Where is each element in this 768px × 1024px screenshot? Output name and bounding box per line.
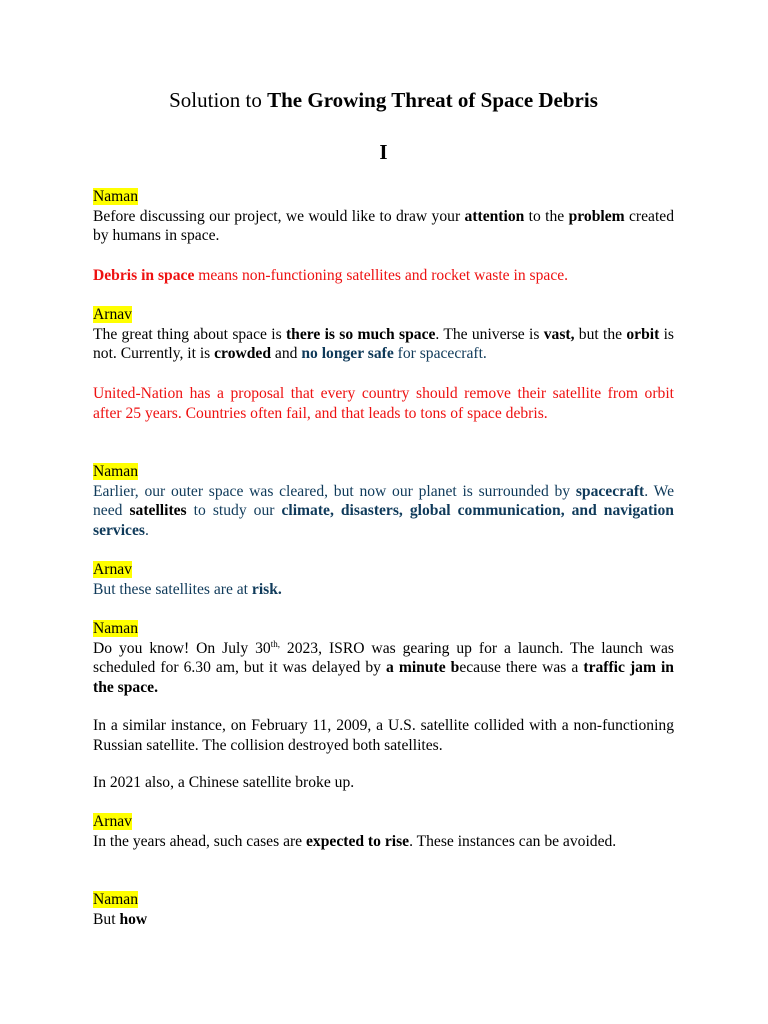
title-main: The Growing Threat of Space Debris	[267, 88, 598, 112]
paragraph-un-proposal	[93, 384, 674, 423]
paragraph-2021-breakup	[93, 773, 674, 793]
text-run: problem	[568, 207, 625, 225]
text-run: there is so much space	[285, 325, 436, 343]
text-run: Do you know! On July 30	[93, 639, 271, 657]
speaker-label: Naman	[93, 188, 139, 205]
text-run: satellites	[129, 502, 187, 520]
text-run: risk.	[251, 580, 282, 598]
title-prefix: Solution to	[169, 88, 268, 112]
text-run: to the	[524, 207, 569, 225]
text-run: In 2021 also, a Chinese satellite broke up.	[93, 774, 355, 791]
text-run: In the years ahead, such cases are	[93, 832, 307, 850]
speaker-label: Arnav	[93, 561, 132, 578]
text-run: vast,	[543, 325, 575, 343]
dialogue-block-naman-1	[93, 187, 674, 246]
text-run: Debris in space	[93, 267, 195, 284]
text-run: spacecraft	[575, 482, 645, 500]
text-run: how	[119, 910, 148, 928]
paragraph-2009-collision	[93, 716, 674, 755]
speaker-label: Arnav	[93, 813, 132, 830]
text-run: attention	[464, 207, 525, 225]
text-run: Before discussing our project, we would like to draw your	[93, 207, 465, 225]
text-run: expected to rise	[306, 832, 410, 850]
text-run: crowded	[214, 345, 272, 363]
speaker-label: Naman	[93, 891, 139, 908]
text-run: traffic jam in the space.	[93, 659, 674, 696]
text-run: . These instances can be avoided.	[409, 832, 617, 850]
dialogue-block-naman-4	[93, 890, 674, 929]
text-run: for spacecraft.	[393, 345, 487, 363]
text-run: . The universe is	[435, 325, 544, 343]
text-run: means non-functioning satellites and rocket waste in space.	[194, 267, 569, 284]
text-run: and	[271, 345, 302, 363]
text-run: created by humans in space.	[93, 207, 675, 245]
text-run: But	[93, 910, 120, 928]
document-title	[93, 87, 674, 113]
dialogue-block-arnav-1	[93, 305, 674, 364]
dialogue-block-naman-3	[93, 619, 674, 697]
text-run: no longer safe	[301, 345, 394, 363]
text-run: Earlier, our outer space was cleared, but now our planet is surrounded by	[93, 482, 576, 500]
speaker-label: Naman	[93, 620, 139, 637]
text-run: climate, disasters, global communication, and navigation services	[93, 502, 674, 539]
text-run: th,	[270, 638, 280, 649]
dialogue-block-arnav-3	[93, 812, 674, 851]
text-run: In a similar instance, on February 11, 2009, a U.S. satellite collided with a non-functioning Russian satellite. The collision destroyed both satellites.	[93, 717, 674, 754]
text-run: to study our	[186, 502, 282, 520]
text-run: The great thing about space is	[93, 325, 286, 343]
section-number: I	[379, 140, 388, 164]
text-run: ecause there was a	[459, 659, 584, 677]
text-run: is not. Currently, it is	[93, 325, 674, 363]
text-run: .	[144, 521, 149, 539]
text-run: United-Nation has a proposal that every country should remove their satellite from orbit after 25 years. Countries often fail, and that leads to tons of space debris.	[93, 385, 674, 422]
text-run: a minute b	[386, 659, 460, 677]
text-run: but the	[574, 325, 627, 343]
text-run: orbit	[626, 325, 660, 343]
speaker-label: Arnav	[93, 306, 132, 323]
text-run: But these satellites are at	[93, 580, 252, 598]
paragraph-debris-definition	[93, 266, 674, 286]
dialogue-block-arnav-2	[93, 560, 674, 599]
speaker-label: Naman	[93, 463, 139, 480]
text-run: . We need	[93, 482, 675, 520]
text-run: 2023, ISRO was gearing up for a launch. The launch was scheduled for 6.30 am, but it was delayed by	[93, 639, 674, 677]
dialogue-block-naman-2	[93, 462, 674, 540]
